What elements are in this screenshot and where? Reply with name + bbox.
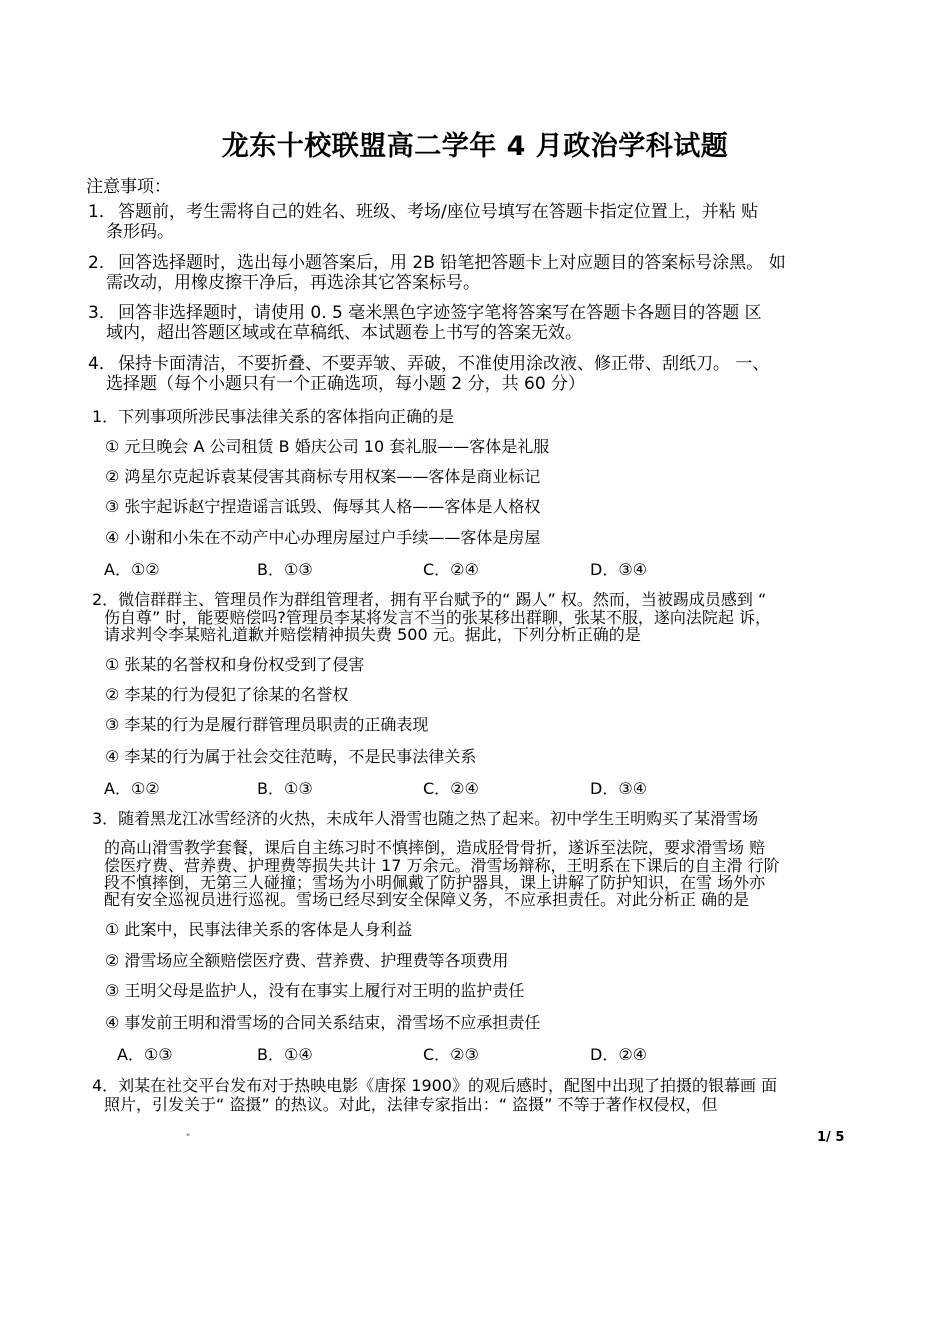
answer-choice: D．②④ xyxy=(590,1045,648,1064)
question-3-stem-line: 段不慎摔倒，无第三人碰撞；雪场为小明佩戴了防护器具，课上讲解了防护知识，在雪 场外亦 xyxy=(104,873,766,892)
question-1-option: ④ 小谢和小朱在不动产中心办理房屋过户手续——客体是房屋 xyxy=(105,528,541,547)
question-4-stem-line: 4．刘某在社交平台发布对于热映电影《唐探 1900》的观后感时，配图中出现了拍摄的银幕画 面 xyxy=(92,1076,778,1095)
notice-heading: 注意事项： xyxy=(86,177,171,197)
notice-line: 需改动，用橡皮擦干净后，再选涂其它答案标号。 xyxy=(106,273,480,293)
notice-num: 1． xyxy=(88,202,116,222)
notice-item xyxy=(88,303,858,343)
question-1-option: ③ 张宇起诉赵宁捏造谣言诋毁、侮辱其人格——客体是人格权 xyxy=(105,497,541,516)
answer-choice: D．③④ xyxy=(590,779,648,798)
question-2-stem-line: 请求判令李某赔礼道歉并赔偿精神损失费 500 元。据此，下列分析正确的是 xyxy=(104,625,641,644)
notice-num: 2． xyxy=(88,253,116,273)
question-2-option: ④ 李某的行为属于社会交往范畴，不是民事法律关系 xyxy=(105,747,477,766)
answer-choice: A．①② xyxy=(104,779,160,798)
page-number: 1/ 5 xyxy=(817,1130,845,1145)
question-3-option: ④ 事发前王明和滑雪场的合同关系结束，滑雪场不应承担责任 xyxy=(105,1013,541,1032)
answer-choice: B．①③ xyxy=(257,779,313,798)
question-2-option: ① 张某的名誉权和身份权受到了侵害 xyxy=(105,655,365,674)
answer-choice: D．③④ xyxy=(590,560,648,579)
question-3-stem-line: 偿医疗费、营养费、护理费等损失共计 17 万余元。滑雪场辩称，王明系在下课后的自主滑 行阶 xyxy=(104,856,780,875)
question-2-stem-line: 伤自尊” 时，能要赔偿吗?管理员李某将发言不当的张某移出群聊，张某不服，遂向法院起 诉， xyxy=(104,608,771,627)
answer-choice: C．②③ xyxy=(423,1045,479,1064)
question-1-option: ② 鸿星尔克起诉袁某侵害其商标专用权案——客体是商业标记 xyxy=(105,467,541,486)
notice-line: 选择题（每个小题只有一个正确选项，每小题 2 分，共 60 分） xyxy=(106,374,586,394)
footer-mark: " xyxy=(186,1133,191,1143)
notice-line: 答题前，考生需将自己的姓名、班级、考场/座位号填写在答题卡指定位置上，并粘 贴 xyxy=(118,202,759,222)
question-3-stem-line: 配有安全巡视员进行巡视。雪场已经尽到安全保障义务，不应承担责任。对此分析正 确的是 xyxy=(104,890,750,909)
question-3-stem-line: 3．随着黑龙江冰雪经济的火热，未成年人滑雪也随之热了起来。初中学生王明购买了某滑雪场 xyxy=(92,809,759,828)
answer-choice: C．②④ xyxy=(423,779,479,798)
answer-choice: A．①③ xyxy=(117,1045,173,1064)
question-2-option: ② 李某的行为侵犯了徐某的名誉权 xyxy=(105,685,349,704)
question-3-stem-line: 的高山滑雪教学套餐，课后自主练习时不慎摔倒，造成胫骨骨折，遂诉至法院，要求滑雪场 赔 xyxy=(104,838,766,857)
question-1-option: ① 元旦晚会 A 公司租赁 B 婚庆公司 10 套礼服——客体是礼服 xyxy=(105,437,550,456)
question-2-stem-line: 2．微信群群主、管理员作为群组管理者，拥有平台赋予的“ 踢人” 权。然而，当被踢成员感到 “ xyxy=(92,590,767,609)
notice-line: 域内，超出答题区域或在草稿纸、本试题卷上书写的答案无效。 xyxy=(106,323,582,343)
question-3-option: ② 滑雪场应全额赔偿医疗费、营养费、护理费等各项费用 xyxy=(105,951,509,970)
question-1-stem: 1．下列事项所涉民事法律关系的客体指向正确的是 xyxy=(92,407,455,426)
notice-item xyxy=(88,354,858,394)
answer-choice: B．①④ xyxy=(257,1045,313,1064)
notice-line: 回答选择题时，选出每小题答案后，用 2B 铅笔把答题卡上对应题目的答案标号涂黑。 如 xyxy=(118,253,786,273)
question-3-option: ① 此案中，民事法律关系的客体是人身利益 xyxy=(105,920,413,939)
answer-choice: A．①② xyxy=(104,560,160,579)
answer-choice: C．②④ xyxy=(423,560,479,579)
question-2-option: ③ 李某的行为是履行群管理员职责的正确表现 xyxy=(105,715,429,734)
page-title: 龙东十校联盟高二学年 4 月政治学科试题 xyxy=(221,131,729,162)
question-4-stem-line: 照片，引发关于“ 盗摄” 的热议。对此，法律专家指出：“ 盗摄” 不等于著作权侵权，但 xyxy=(104,1095,718,1114)
notice-line: 回答非选择题时，请使用 0. 5 毫米黑色字迹签字笔将答案写在答题卡各题目的答题 区 xyxy=(118,303,762,323)
question-3-option: ③ 王明父母是监护人，没有在事实上履行对王明的监护责任 xyxy=(105,981,525,1000)
answer-choice: B．①③ xyxy=(257,560,313,579)
notice-item xyxy=(88,253,858,293)
notice-item xyxy=(88,202,858,242)
notice-line: 条形码。 xyxy=(106,222,174,242)
notice-num: 4． xyxy=(88,354,116,374)
notice-num: 3． xyxy=(88,303,116,323)
notice-line: 保持卡面清洁，不要折叠、不要弄皱、弄破，不准使用涂改液、修正带、刮纸刀。 一、 xyxy=(118,354,770,374)
